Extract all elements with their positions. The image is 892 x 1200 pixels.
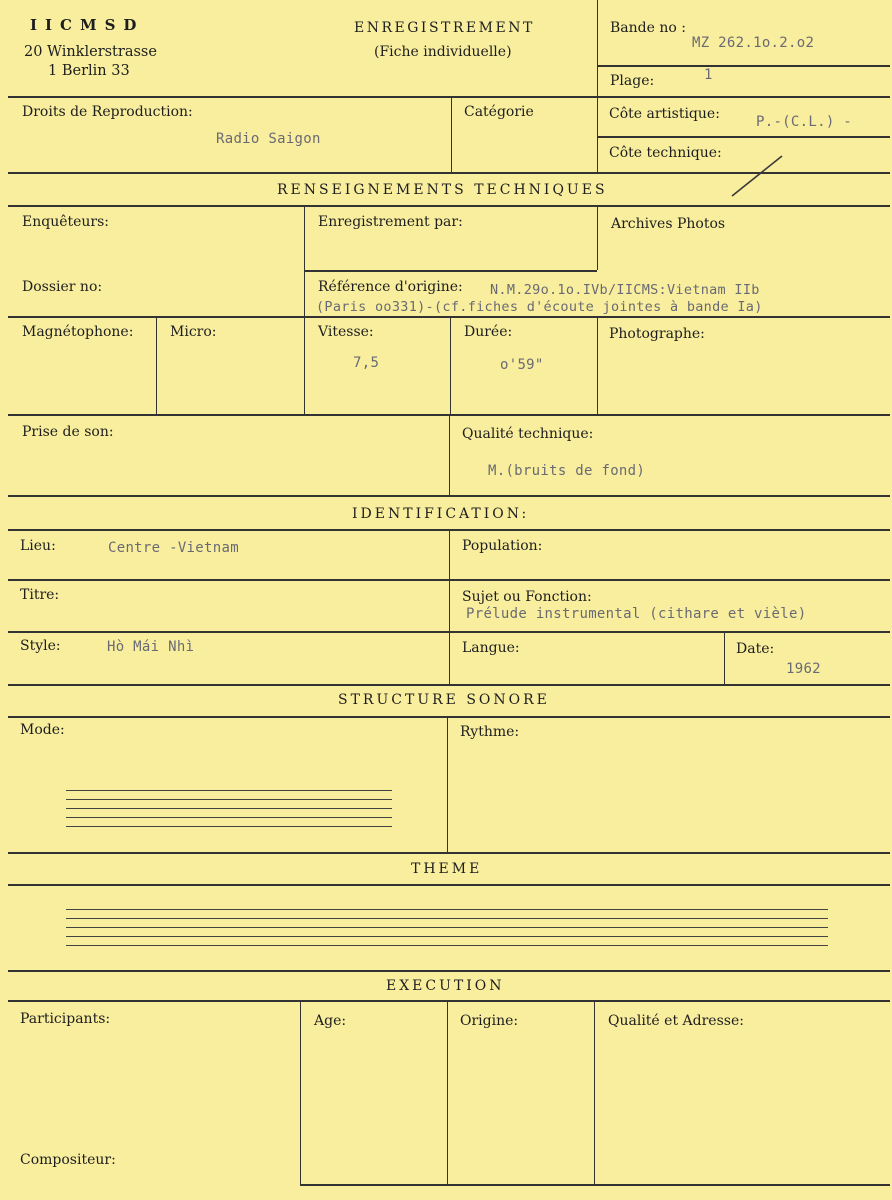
cote-artistique-label: Côte artistique: bbox=[609, 106, 720, 122]
institute-logo: IICMSD bbox=[30, 16, 145, 34]
rule-style-bottom bbox=[8, 684, 890, 686]
vrule-structure-mid bbox=[447, 716, 448, 852]
sujet-label: Sujet ou Fonction: bbox=[462, 589, 592, 605]
vrule-date-left bbox=[724, 631, 725, 684]
bande-label: Bande no : bbox=[610, 20, 686, 36]
section-structure-sonore: STRUCTURE SONORE bbox=[338, 692, 550, 708]
rule-header-bottom bbox=[8, 96, 890, 98]
vrule-micro-left bbox=[156, 316, 157, 414]
magnetophone-label: Magnétophone: bbox=[22, 324, 134, 340]
mode-staff-line bbox=[66, 799, 392, 800]
dossier-label: Dossier no: bbox=[22, 279, 103, 295]
compositeur-label: Compositeur: bbox=[20, 1152, 116, 1168]
bande-value: MZ 262.1o.2.o2 bbox=[692, 35, 815, 51]
archives-photos-label: Archives Photos bbox=[611, 216, 726, 232]
section-renseignements-techniques: RENSEIGNEMENTS TECHNIQUES bbox=[277, 182, 608, 198]
vrule-archives-left bbox=[597, 205, 598, 270]
rule-bande-plage bbox=[598, 65, 890, 67]
qualite-adresse-label: Qualité et Adresse: bbox=[608, 1013, 744, 1029]
rule-execution-title-bottom bbox=[8, 1000, 890, 1002]
rule-ref-bottom bbox=[8, 316, 890, 318]
rule-cote bbox=[598, 136, 890, 138]
vrule-header-right bbox=[597, 0, 598, 172]
rule-mode-bottom bbox=[8, 852, 890, 854]
population-label: Population: bbox=[462, 538, 543, 554]
enqueteurs-label: Enquêteurs: bbox=[22, 214, 110, 230]
mode-staff-line bbox=[66, 808, 392, 809]
micro-label: Micro: bbox=[170, 324, 217, 340]
rythme-label: Rythme: bbox=[460, 724, 520, 740]
droits-value: Radio Saigon bbox=[216, 131, 321, 147]
qualite-technique-label: Qualité technique: bbox=[462, 426, 594, 442]
langue-label: Langue: bbox=[462, 640, 520, 656]
rule-enregistrement-ref bbox=[305, 270, 597, 272]
vrule-qualite-adresse-left bbox=[594, 1000, 595, 1184]
qualite-technique-value: M.(bruits de fond) bbox=[488, 463, 646, 479]
origine-label: Origine: bbox=[460, 1013, 519, 1029]
vitesse-label: Vitesse: bbox=[318, 324, 374, 340]
cote-artistique-value: P.-(C.L.) - bbox=[756, 114, 853, 130]
titre-label: Titre: bbox=[20, 587, 60, 603]
vrule-qualite-left bbox=[449, 414, 450, 495]
vrule-duree-left bbox=[450, 316, 451, 414]
droits-label: Droits de Reproduction: bbox=[22, 104, 193, 120]
enregistrement-par-label: Enregistrement par: bbox=[318, 214, 463, 230]
plage-value: 1 bbox=[704, 67, 713, 83]
reference-label: Référence d'origine: bbox=[318, 279, 463, 295]
lieu-label: Lieu: bbox=[20, 538, 56, 554]
style-label: Style: bbox=[20, 638, 61, 654]
address-line1: 20 Winklerstrasse bbox=[24, 44, 157, 60]
mode-staff-line bbox=[66, 817, 392, 818]
theme-staff-line bbox=[66, 909, 828, 910]
participants-label: Participants: bbox=[20, 1011, 111, 1027]
form-title: ENREGISTREMENT bbox=[354, 20, 535, 36]
section-theme: THEME bbox=[411, 861, 483, 877]
form-subtitle: (Fiche individuelle) bbox=[374, 44, 512, 60]
vitesse-value: 7,5 bbox=[353, 355, 380, 371]
rule-theme-title-bottom bbox=[8, 884, 890, 886]
rule-prise-bottom bbox=[8, 495, 890, 497]
age-label: Age: bbox=[314, 1013, 347, 1029]
photographe-label: Photographe: bbox=[609, 326, 705, 342]
vrule-enregistrement-left bbox=[304, 205, 305, 414]
theme-staff-line bbox=[66, 936, 828, 937]
date-label: Date: bbox=[736, 641, 775, 657]
theme-staff-line bbox=[66, 927, 828, 928]
prise-de-son-label: Prise de son: bbox=[22, 424, 114, 440]
mode-label: Mode: bbox=[20, 722, 65, 738]
duree-label: Durée: bbox=[464, 324, 513, 340]
vrule-age-left bbox=[300, 1000, 301, 1184]
theme-staff-line bbox=[66, 918, 828, 919]
rule-structure-title-bottom bbox=[8, 716, 890, 718]
reference-value-line2: (Paris oo331)-(cf.fiches d'écoute jointes à bande Ia) bbox=[316, 299, 763, 315]
mode-staff-line bbox=[66, 826, 392, 827]
section-execution: EXECUTION bbox=[386, 978, 505, 994]
vrule-ident-mid bbox=[449, 529, 450, 684]
section-identification: IDENTIFICATION: bbox=[352, 506, 530, 522]
vrule-categorie bbox=[451, 96, 452, 172]
lieu-value: Centre -Vietnam bbox=[108, 540, 239, 556]
rule-tech-title-bottom bbox=[8, 205, 890, 207]
diagonal-stroke-mark bbox=[728, 152, 788, 202]
plage-label: Plage: bbox=[610, 73, 655, 89]
rule-execution-bottom bbox=[300, 1184, 890, 1186]
sujet-value: Prélude instrumental (cithare et vièle) bbox=[466, 606, 807, 622]
categorie-label: Catégorie bbox=[464, 104, 534, 120]
address-line2: 1 Berlin 33 bbox=[48, 63, 130, 79]
rule-theme-bottom bbox=[8, 970, 890, 972]
cote-technique-label: Côte technique: bbox=[609, 145, 722, 161]
vrule-photographe-left bbox=[597, 316, 598, 414]
duree-value: o'59" bbox=[500, 357, 544, 373]
reference-value-line1: N.M.29o.1o.IVb/IICMS:Vietnam IIb bbox=[490, 282, 760, 298]
theme-staff-line bbox=[66, 945, 828, 946]
vrule-origine-left bbox=[447, 1000, 448, 1184]
mode-staff-line bbox=[66, 790, 392, 791]
date-value: 1962 bbox=[786, 661, 821, 677]
style-value: Hò Mái Nhì bbox=[107, 639, 195, 655]
